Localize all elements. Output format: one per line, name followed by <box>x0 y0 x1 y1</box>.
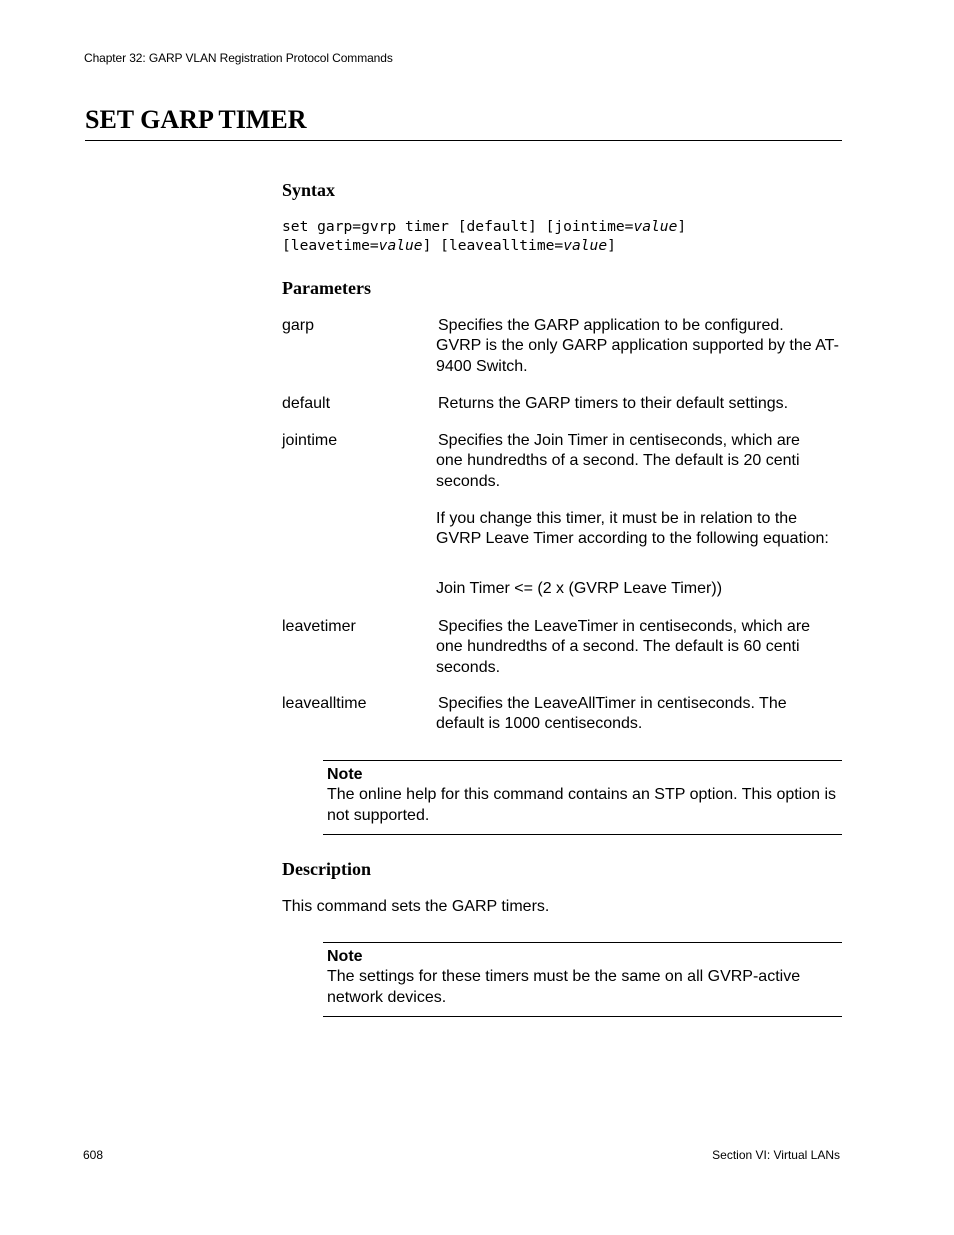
parameters-heading: Parameters <box>282 278 371 298</box>
syntax-line-1: set garp=gvrp timer [default] [jointime=value] <box>282 218 687 235</box>
syntax-heading: Syntax <box>282 180 336 200</box>
page-title: SET GARP TIMER <box>85 105 307 134</box>
running-header: Chapter 32: GARP VLAN Registration Protocol Commands <box>84 51 393 65</box>
param-desc-jointime-equation: Join Timer <= (2 x (GVRP Leave Timer)) <box>436 580 723 597</box>
page-number: 608 <box>83 1148 104 1162</box>
param-name-jointime: jointime <box>282 432 338 449</box>
param-desc-leavealltime: Specifies the LeaveAllTimer in centiseconds. The default is 1000 centiseconds. <box>436 695 787 733</box>
param-desc-garp: Specifies the GARP application to be configured. GVRP is the only GARP application supported by the AT-9400 Switch. <box>436 317 839 375</box>
param-desc-leavetimer: Specifies the LeaveTimer in centiseconds, which are one hundredths of a second. The default is 60 centi seconds. <box>436 618 811 676</box>
note-box <box>323 760 842 835</box>
title-divider <box>85 140 842 141</box>
syntax-line-2: [leavetime=value] [leavealltime=value] <box>282 237 616 254</box>
description-text: This command sets the GARP timers. <box>282 898 550 915</box>
description-heading: Description <box>282 859 371 879</box>
param-name-leavetimer: leavetimer <box>282 618 356 635</box>
param-name-default: default <box>282 395 331 412</box>
note-text: The online help for this command contains an STP option. This option is not supported. <box>327 786 837 824</box>
note-box <box>323 942 842 1017</box>
param-desc-jointime: Specifies the Join Timer in centiseconds, which are one hundredths of a second. The default is 20 centi seconds. <box>436 432 800 490</box>
param-desc-default: Returns the GARP timers to their default settings. <box>438 395 789 412</box>
param-desc-jointime-note: If you change this timer, it must be in relation to the GVRP Leave Timer according to the following equation: <box>436 510 829 548</box>
param-name-leavealltime: leavealltime <box>282 695 367 712</box>
note-title: Note <box>327 766 363 783</box>
note-title: Note <box>327 948 363 965</box>
param-name-garp: garp <box>282 317 315 334</box>
section-footer: Section VI: Virtual LANs <box>712 1148 840 1162</box>
note-text: The settings for these timers must be the same on all GVRP-active network devices. <box>327 968 801 1006</box>
